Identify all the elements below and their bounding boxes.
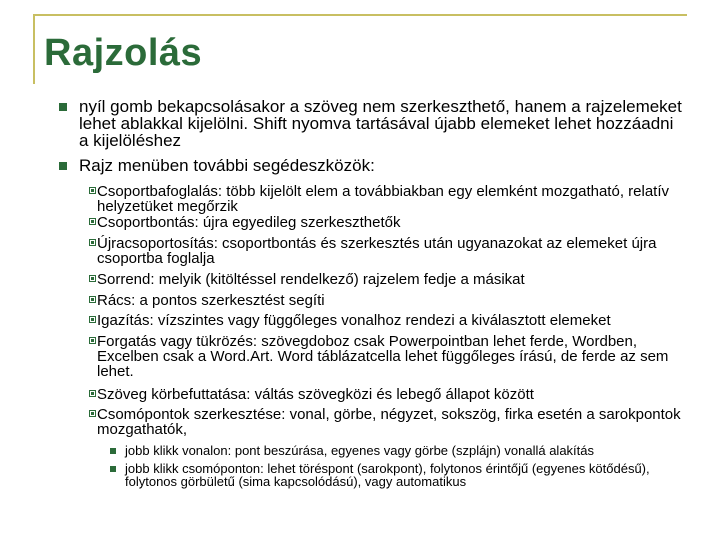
level2-text: Sorrend: melyik (kitöltéssel rendelkező) rajzelem fedje a másikat xyxy=(97,271,525,288)
level2-text: Csomópontok szerkesztése: vonal, görbe, négyzet, sokszög, firka esetén a sarokpontok mozgathatók, xyxy=(97,406,681,438)
hollow-square-bullet-icon xyxy=(89,316,96,323)
level3-item xyxy=(112,444,672,457)
level3-text: jobb klikk vonalon: pont beszúrása, egyenes vagy görbe (szplájn) vonallá alakítás xyxy=(125,443,594,458)
hollow-square-bullet-icon xyxy=(89,239,96,246)
hollow-square-bullet-icon xyxy=(89,337,96,344)
square-bullet-icon xyxy=(59,162,67,170)
level2-item xyxy=(90,407,700,437)
level2-item xyxy=(90,334,700,379)
title-frame-top-line xyxy=(33,14,687,16)
hollow-square-bullet-icon xyxy=(89,410,96,417)
level3-text: jobb klikk csomóponton: lehet töréspont (sarokpont), folytonos érintőjű (egyenes kötődésű), folytonos görbületű (sima kapcsolódású), vagy automatikus xyxy=(125,461,650,489)
level2-text: Újracsoportosítás: csoportbontás és szerkesztés után ugyanazokat az elemeket újra csoportba foglalja xyxy=(97,235,657,267)
hollow-square-bullet-icon xyxy=(89,296,96,303)
hollow-square-bullet-icon xyxy=(89,218,96,225)
level2-text: Csoportbafoglalás: több kijelölt elem a továbbiakban egy elemként mozgatható, relatív helyzetüket megőrzik xyxy=(97,183,669,215)
level1-item xyxy=(62,157,682,174)
level3-item xyxy=(112,462,672,488)
level2-text: Forgatás vagy tükrözés: szövegdoboz csak Powerpointban lehet ferde, Wordben, Excelben csak a Word.Art. Word táblázatcella lehet függőleges írású, de ferde az sem lehet. xyxy=(97,333,669,380)
level2-text: Igazítás: vízszintes vagy függőleges vonalhoz rendezi a kiválasztott elemeket xyxy=(97,312,611,329)
square-bullet-icon xyxy=(59,103,67,111)
small-square-bullet-icon xyxy=(110,448,116,454)
hollow-square-bullet-icon xyxy=(89,275,96,282)
small-square-bullet-icon xyxy=(110,466,116,472)
level1-text: nyíl gomb bekapcsolásakor a szöveg nem szerkeszthető, hanem a rajzelemeket lehet ablakkal kijelölni. Shift nyomva tartásával újabb elemeket lehet hozzáadni a kijelöléshez xyxy=(79,97,682,150)
level2-item xyxy=(90,293,700,308)
hollow-square-bullet-icon xyxy=(89,187,96,194)
slide-title: Rajzolás xyxy=(44,32,203,74)
level2-text: Szöveg körbefuttatása: váltás szövegközi és lebegő állapot között xyxy=(97,386,534,403)
hollow-square-bullet-icon xyxy=(89,390,96,397)
level2-text: Rács: a pontos szerkesztést segíti xyxy=(97,292,325,309)
level2-text: Csoportbontás: újra egyedileg szerkeszthetők xyxy=(97,214,401,231)
level1-text: Rajz menüben további segédeszközök: xyxy=(79,156,375,175)
level2-item xyxy=(90,272,700,287)
level2-item xyxy=(90,236,700,266)
level2-item xyxy=(90,313,700,328)
level2-item xyxy=(90,215,700,230)
title-frame-left-line xyxy=(33,14,35,84)
level2-item xyxy=(90,387,700,402)
level2-item xyxy=(90,184,700,214)
level1-item xyxy=(62,98,682,149)
